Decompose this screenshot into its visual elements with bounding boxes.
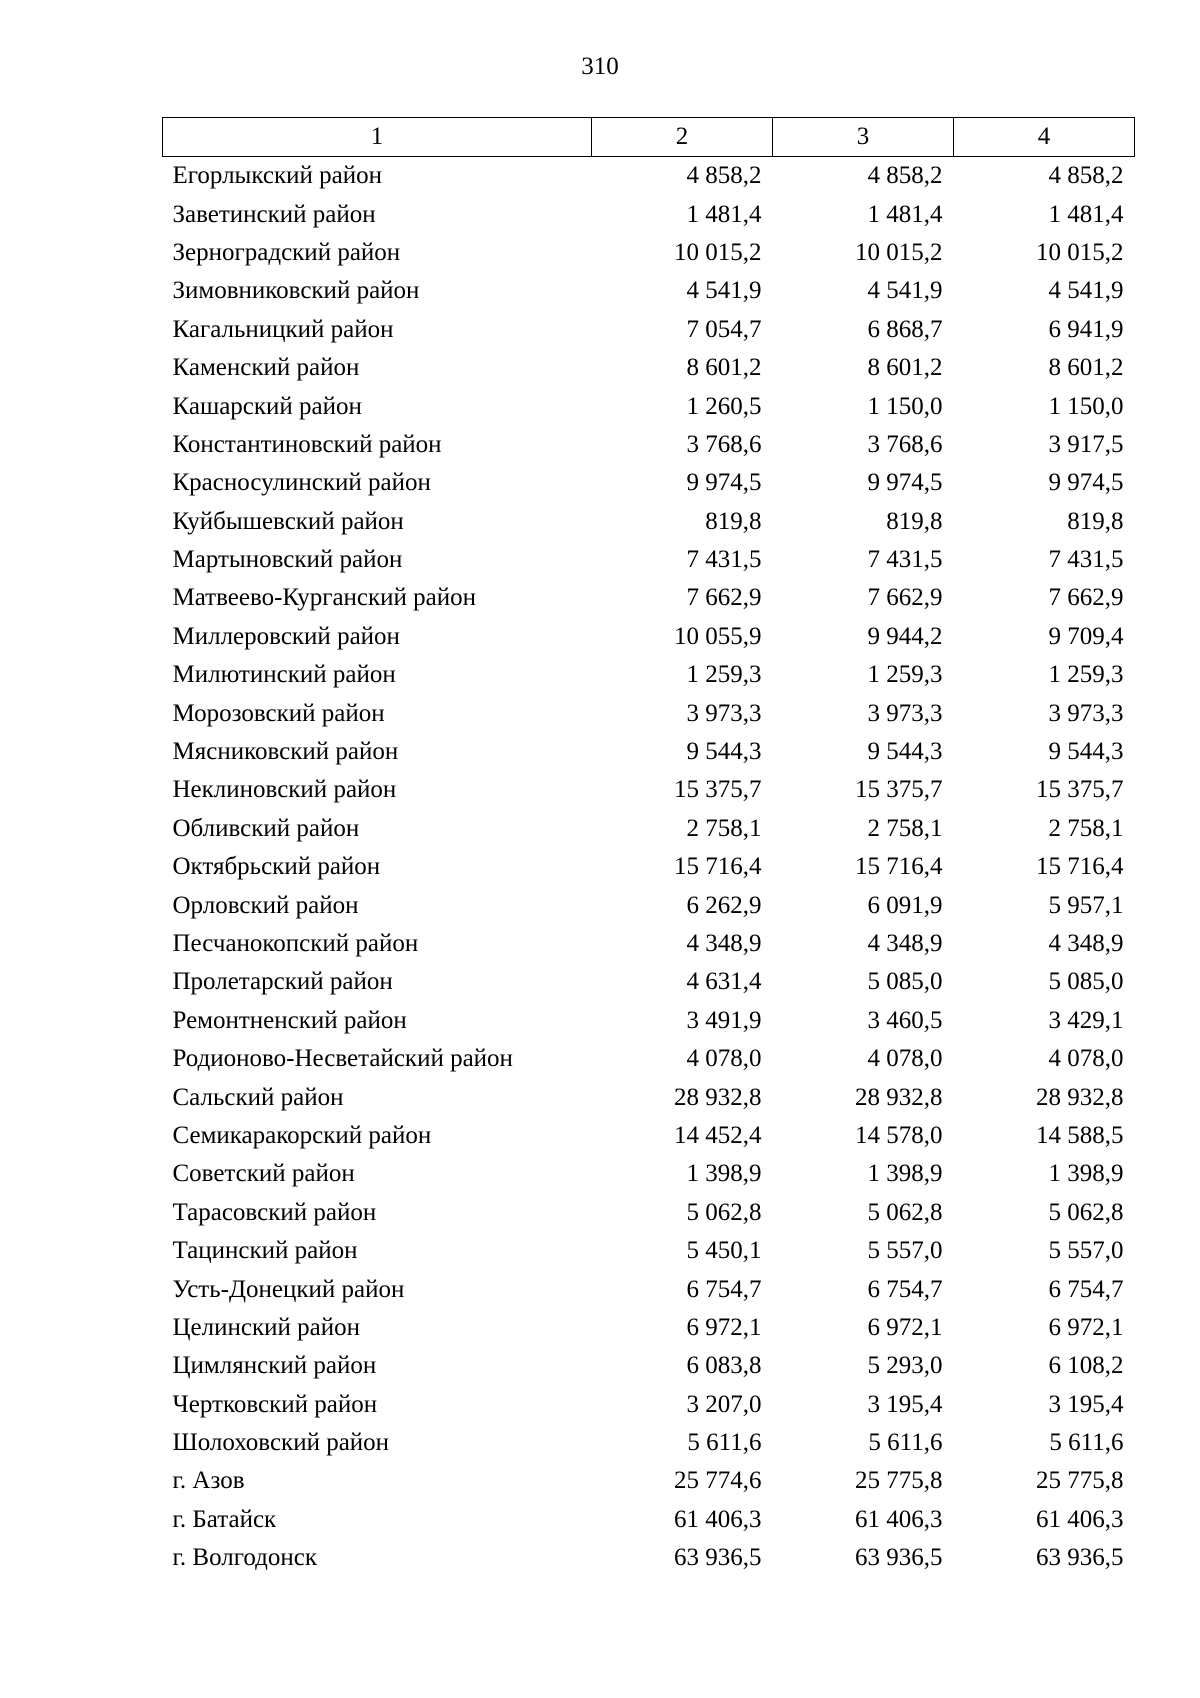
value-col-3: 15 716,4	[855, 853, 943, 881]
table-row	[163, 503, 1135, 541]
district-name: Мясниковский район	[172, 738, 399, 766]
district-name: Тацинский район	[172, 1237, 358, 1265]
value-col-4: 4 541,9	[1048, 277, 1124, 305]
table-row	[163, 234, 1135, 272]
value-col-4: 1 150,0	[1048, 392, 1124, 420]
value-col-3: 25 775,8	[855, 1467, 943, 1495]
value-col-2: 14 452,4	[674, 1121, 762, 1149]
district-name: Усть-Донецкий район	[172, 1275, 405, 1303]
table-row	[163, 311, 1135, 349]
value-col-2: 3 207,0	[686, 1390, 762, 1418]
district-name: Егорлыкский район	[172, 162, 382, 190]
value-col-2: 819,8	[705, 507, 762, 535]
value-col-2: 1 398,9	[686, 1160, 762, 1188]
value-col-2: 25 774,6	[674, 1467, 762, 1495]
district-name: Неклиновский район	[172, 776, 397, 804]
table-row	[163, 733, 1135, 771]
value-col-2: 8 601,2	[686, 354, 762, 382]
value-col-4: 1 481,4	[1048, 200, 1124, 228]
value-col-3: 4 348,9	[867, 930, 943, 957]
value-col-3: 15 375,7	[855, 776, 943, 804]
value-col-2: 5 611,6	[687, 1429, 762, 1457]
table-row	[163, 1539, 1135, 1577]
table-row	[163, 810, 1135, 848]
value-col-2: 6 972,1	[686, 1313, 762, 1341]
district-name: Песчанокопский район	[172, 930, 419, 957]
value-col-2: 63 936,5	[674, 1544, 762, 1572]
table-row	[163, 426, 1135, 464]
district-name: Зимовниковский район	[172, 277, 420, 305]
table-row	[163, 272, 1135, 310]
value-col-4: 2 758,1	[1048, 814, 1124, 842]
value-col-4: 4 348,9	[1048, 930, 1124, 957]
value-col-3: 7 431,5	[867, 546, 943, 574]
value-col-3: 6 972,1	[867, 1313, 943, 1341]
district-name: Октябрьский район	[172, 853, 381, 881]
value-col-4: 14 588,5	[1036, 1121, 1124, 1149]
value-col-4: 3 917,5	[1048, 430, 1124, 458]
value-col-4: 5 062,8	[1048, 1198, 1124, 1226]
value-col-3: 3 973,3	[867, 699, 943, 727]
value-col-3: 4 858,2	[867, 162, 943, 190]
district-name: Сальский район	[172, 1083, 344, 1111]
district-name: Ремонтненский район	[172, 1006, 407, 1034]
district-name: Мартыновский район	[172, 546, 403, 574]
table-row	[163, 1424, 1135, 1462]
district-name: Тарасовский район	[172, 1198, 377, 1226]
value-col-3: 14 578,0	[855, 1121, 943, 1149]
value-col-2: 7 054,7	[686, 315, 762, 343]
value-col-4: 819,8	[1067, 507, 1124, 535]
district-name: г. Азов	[172, 1467, 245, 1495]
value-col-4: 5 957,1	[1048, 891, 1124, 919]
table-row	[163, 963, 1135, 1001]
table-row	[163, 1270, 1135, 1308]
value-col-2: 15 716,4	[674, 853, 762, 881]
district-name: Каменский район	[172, 354, 360, 382]
value-col-3: 1 150,0	[867, 392, 943, 420]
district-name: Родионово-Несветайский район	[172, 1045, 513, 1073]
value-col-4: 61 406,3	[1036, 1505, 1124, 1533]
table-row	[163, 656, 1135, 694]
value-col-3: 9 974,5	[867, 469, 943, 497]
district-name: г. Волгодонск	[172, 1544, 318, 1572]
column-header-2: 2	[592, 118, 773, 157]
value-col-4: 4 858,2	[1048, 162, 1124, 190]
value-col-3: 1 398,9	[867, 1160, 943, 1188]
value-col-2: 9 974,5	[686, 469, 762, 497]
value-col-4: 4 078,0	[1048, 1045, 1124, 1073]
value-col-2: 5 450,1	[686, 1237, 762, 1265]
district-name: Кагальницкий район	[172, 315, 394, 343]
district-name: Пролетарский район	[172, 968, 393, 996]
district-name: Куйбышевский район	[172, 507, 404, 535]
table-row	[163, 1002, 1135, 1040]
value-col-3: 6 091,9	[867, 891, 943, 919]
table-row	[163, 694, 1135, 732]
district-name: Зерноградский район	[172, 238, 401, 266]
district-name: Кашарский район	[172, 392, 362, 420]
table-row	[163, 1347, 1135, 1385]
value-col-3: 8 601,2	[867, 354, 943, 382]
value-col-2: 15 375,7	[674, 776, 762, 804]
table-row	[163, 1501, 1135, 1539]
district-name: Целинский район	[172, 1313, 360, 1341]
table-row	[163, 1309, 1135, 1347]
value-col-3: 4 541,9	[867, 277, 943, 305]
column-header-4: 4	[954, 118, 1135, 157]
value-col-4: 7 431,5	[1048, 546, 1124, 574]
table-row	[163, 464, 1135, 502]
value-col-2: 3 768,6	[686, 430, 762, 458]
page-number: 310	[581, 53, 619, 80]
value-col-2: 3 491,9	[686, 1006, 762, 1034]
table-header-row	[163, 118, 1135, 157]
value-col-4: 28 932,8	[1036, 1083, 1124, 1111]
value-col-3: 6 754,7	[867, 1275, 943, 1303]
district-name: Заветинский район	[172, 200, 376, 228]
table-row	[163, 1155, 1135, 1193]
value-col-2: 4 631,4	[686, 968, 762, 996]
value-col-3: 5 062,8	[867, 1198, 943, 1226]
value-col-4: 6 754,7	[1048, 1275, 1124, 1303]
table-row	[163, 195, 1135, 233]
value-col-4: 9 709,4	[1048, 622, 1124, 650]
table-row	[163, 618, 1135, 656]
value-col-3: 5 611,6	[868, 1429, 943, 1457]
value-col-4: 5 557,0	[1048, 1237, 1124, 1265]
district-name: Орловский район	[172, 891, 359, 919]
value-col-4: 6 941,9	[1048, 315, 1124, 343]
district-name: Советский район	[172, 1160, 355, 1188]
value-col-2: 10 055,9	[674, 622, 762, 650]
value-col-4: 3 429,1	[1048, 1006, 1124, 1034]
table-row	[163, 925, 1135, 963]
value-col-4: 3 973,3	[1048, 699, 1124, 727]
value-col-2: 4 858,2	[686, 162, 762, 190]
district-name: г. Батайск	[172, 1505, 277, 1533]
value-col-3: 6 868,7	[867, 315, 943, 343]
table-row	[163, 579, 1135, 617]
value-col-4: 3 195,4	[1048, 1390, 1124, 1418]
value-col-2: 1 481,4	[686, 200, 762, 228]
value-col-2: 6 754,7	[686, 1275, 762, 1303]
value-col-3: 3 195,4	[867, 1390, 943, 1418]
value-col-3: 9 544,3	[867, 738, 943, 766]
value-col-2: 2 758,1	[686, 814, 762, 842]
value-col-3: 3 768,6	[867, 430, 943, 458]
data-table	[162, 117, 1135, 1577]
table-body	[163, 157, 1135, 1578]
value-col-3: 7 662,9	[867, 584, 943, 612]
value-col-4: 5 085,0	[1048, 968, 1124, 996]
value-col-4: 1 259,3	[1048, 661, 1124, 689]
value-col-3: 28 932,8	[855, 1083, 943, 1111]
value-col-3: 9 944,2	[867, 622, 943, 650]
table-row	[163, 848, 1135, 886]
district-name: Красносулинский район	[172, 469, 431, 497]
table-row	[163, 1117, 1135, 1155]
table-header	[163, 118, 1135, 157]
value-col-4: 5 611,6	[1049, 1429, 1124, 1457]
value-col-3: 4 078,0	[867, 1045, 943, 1073]
value-col-2: 4 078,0	[686, 1045, 762, 1073]
value-col-4: 63 936,5	[1036, 1544, 1124, 1572]
value-col-3: 5 293,0	[867, 1352, 943, 1380]
value-col-3: 819,8	[886, 507, 943, 535]
value-col-2: 10 015,2	[674, 238, 762, 266]
table-row	[163, 541, 1135, 579]
value-col-2: 7 431,5	[686, 546, 762, 574]
table-row	[163, 1462, 1135, 1500]
value-col-4: 9 544,3	[1048, 738, 1124, 766]
value-col-2: 1 260,5	[686, 392, 762, 420]
value-col-2: 1 259,3	[686, 661, 762, 689]
district-name: Милютинский район	[172, 661, 396, 689]
value-col-4: 15 716,4	[1036, 853, 1124, 881]
district-name: Константиновский район	[172, 430, 442, 458]
value-col-4: 9 974,5	[1048, 469, 1124, 497]
value-col-3: 3 460,5	[867, 1006, 943, 1034]
value-col-4: 1 398,9	[1048, 1160, 1124, 1188]
table-row	[163, 886, 1135, 924]
value-col-3: 61 406,3	[855, 1505, 943, 1533]
value-col-4: 25 775,8	[1036, 1467, 1124, 1495]
value-col-2: 6 083,8	[686, 1352, 762, 1380]
district-name: Обливский район	[172, 814, 360, 842]
value-col-2: 6 262,9	[686, 891, 762, 919]
district-name: Миллеровский район	[172, 622, 400, 650]
value-col-2: 9 544,3	[686, 738, 762, 766]
table-row	[163, 1386, 1135, 1424]
column-header-3: 3	[773, 118, 954, 157]
table-row	[163, 1232, 1135, 1270]
table-row	[163, 157, 1135, 196]
value-col-2: 28 932,8	[674, 1083, 762, 1111]
value-col-2: 3 973,3	[686, 699, 762, 727]
table-row	[163, 349, 1135, 387]
value-col-3: 5 557,0	[867, 1237, 943, 1265]
district-name: Шолоховский район	[172, 1429, 390, 1457]
value-col-3: 2 758,1	[867, 814, 943, 842]
district-name: Семикаракорский район	[172, 1121, 432, 1149]
district-name: Цимлянский район	[172, 1352, 377, 1380]
value-col-4: 8 601,2	[1048, 354, 1124, 382]
value-col-2: 4 541,9	[686, 277, 762, 305]
value-col-4: 7 662,9	[1048, 584, 1124, 612]
value-col-4: 6 972,1	[1048, 1313, 1124, 1341]
district-name: Чертковский район	[172, 1390, 378, 1418]
table-row	[163, 1040, 1135, 1078]
table-row	[163, 771, 1135, 809]
value-col-3: 5 085,0	[867, 968, 943, 996]
value-col-3: 10 015,2	[855, 238, 943, 266]
value-col-4: 15 375,7	[1036, 776, 1124, 804]
district-name: Матвеево-Курганский район	[172, 584, 477, 612]
value-col-3: 63 936,5	[855, 1544, 943, 1572]
value-col-4: 10 015,2	[1036, 238, 1124, 266]
value-col-2: 61 406,3	[674, 1505, 762, 1533]
value-col-4: 6 108,2	[1048, 1352, 1124, 1380]
table-row	[163, 387, 1135, 425]
district-name: Морозовский район	[172, 699, 385, 727]
value-col-3: 1 481,4	[867, 200, 943, 228]
table-row	[163, 1194, 1135, 1232]
value-col-3: 1 259,3	[867, 661, 943, 689]
value-col-2: 4 348,9	[686, 930, 762, 957]
value-col-2: 7 662,9	[686, 584, 762, 612]
column-header-1: 1	[163, 118, 592, 157]
value-col-2: 5 062,8	[686, 1198, 762, 1226]
table-row	[163, 1078, 1135, 1116]
